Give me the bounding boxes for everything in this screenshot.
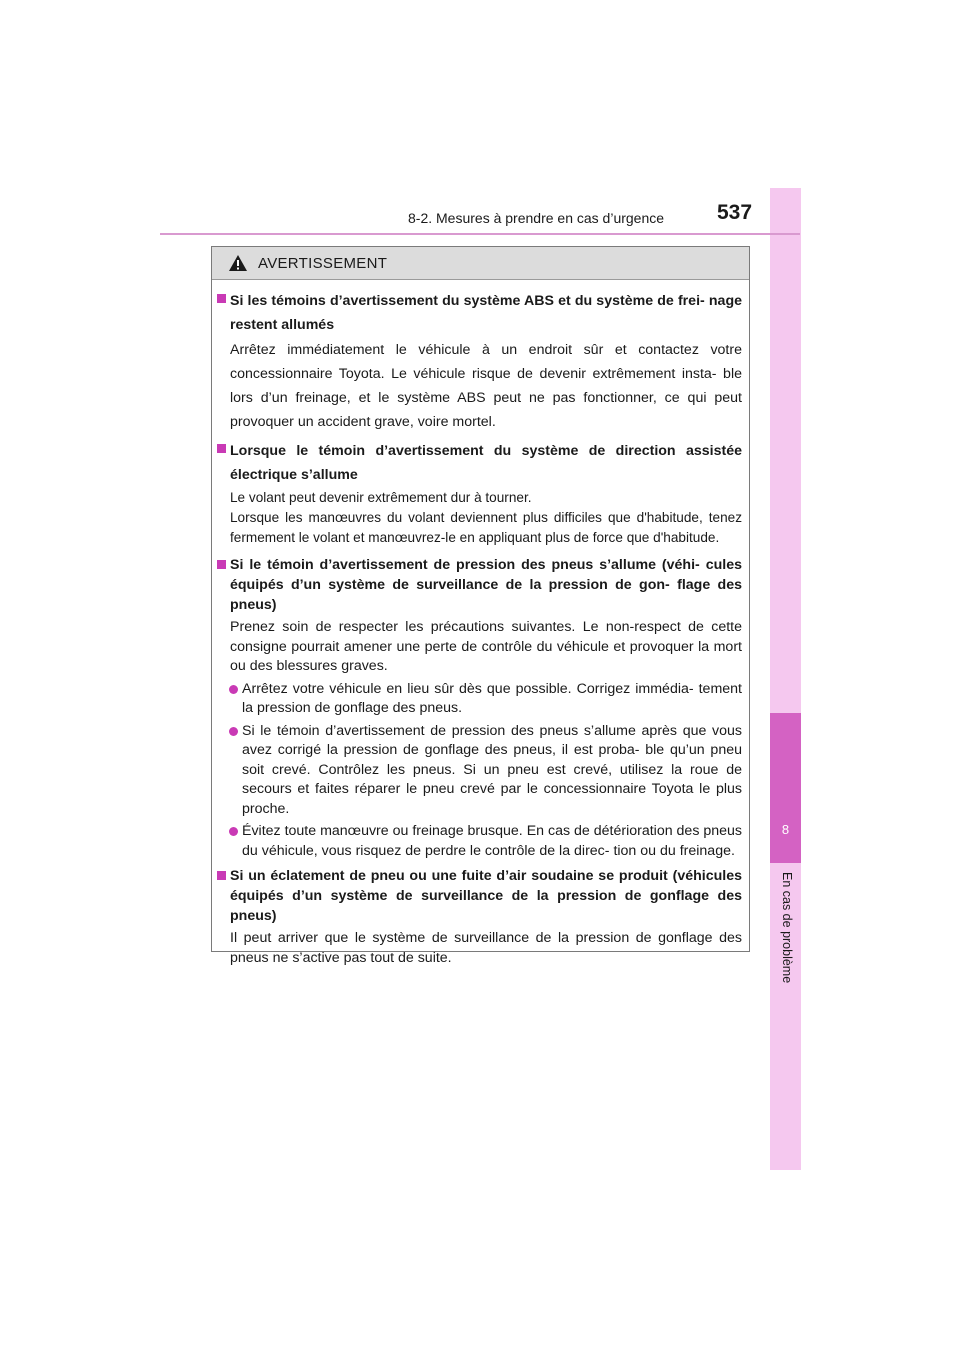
warning-header xyxy=(212,247,749,280)
page-number: 537 xyxy=(717,201,753,224)
list-item: Arrêtez votre véhicule en lieu sûr dès que possible. Corrigez immédia- tement la pression de gonflage des pneus. xyxy=(217,680,742,719)
list-item: Si le témoin d’avertissement de pression des pneus s’allume après que vous avez corrigé la pression de gonflage des pneus, il est proba- ble qu’un pneu soit crevé. Contrôlez les pneus. Si un pneu est crevé, utilisez la roue de secours et faites réparer le pneu crevé par le concessionnaire Toyota le plus proche. xyxy=(217,722,742,820)
section-title: Si le témoin d’avertissement de pression des pneus s’allume (véhi- cules équipés d’un système de surveillance de la pression de gon- flage des pneus) xyxy=(217,555,742,615)
section-text: Arrêtez immédiatement le véhicule à un endroit sûr et contactez votre concessionnaire Toyota. Le véhicule risque de devenir extrêmement insta- ble lors d’un freinage, et le système ABS peut ne pas fonctionner, ce qui peut provoquer un accident grave, voire mortel. xyxy=(230,342,742,430)
list-item: Évitez toute manœuvre ou freinage brusque. En cas de détérioration des pneus du véhicule, vous risquez de perdre le contrôle de la direc- tion ou du freinage. xyxy=(217,822,742,861)
warning-section-blowout xyxy=(217,866,742,968)
section-title: Si les témoins d’avertissement du système ABS et du système de frei- nage restent allumés xyxy=(217,289,742,337)
chapter-label: En cas de problème xyxy=(780,872,794,984)
warning-title: AVERTISSEMENT xyxy=(258,254,388,272)
chapter-tab-strip xyxy=(770,188,801,1170)
section-heading: 8-2. Mesures à prendre en cas d’urgence xyxy=(408,210,665,226)
chapter-number: 8 xyxy=(781,822,790,837)
warning-triangle-icon xyxy=(228,254,248,272)
section-text: Le volant peut devenir extrêmement dur à tourner. xyxy=(230,490,532,505)
section-text: Lorsque les manœuvres du volant deviennent plus difficiles que d'habitude, tenez fermement le volant et manœuvrez-le en appliquant plus de force que d'habitude. xyxy=(230,509,742,545)
warning-section-eps xyxy=(217,439,742,547)
section-title: Lorsque le témoin d’avertissement du système de direction assistée électrique s’allume xyxy=(217,439,742,487)
section-text: Il peut arriver que le système de surveillance de la pression de gonflage des pneus ne s’active pas tout de suite. xyxy=(230,930,742,966)
header-divider xyxy=(160,233,800,235)
warning-box xyxy=(211,246,750,966)
warning-section-tpms xyxy=(217,555,742,861)
warning-section-abs xyxy=(217,289,742,434)
chapter-tab-active[interactable] xyxy=(770,713,801,863)
section-title: Si un éclatement de pneu ou une fuite d’air soudaine se produit (véhicules équipés d’un système de surveillance de la pression de gonflage des pneus) xyxy=(217,866,742,926)
section-text: Prenez soin de respecter les précautions suivantes. Le non-respect de cette consigne pourrait amener une perte de contrôle du véhicule et provoquer la mort ou des blessures graves. xyxy=(230,619,742,675)
warning-body xyxy=(212,280,749,968)
